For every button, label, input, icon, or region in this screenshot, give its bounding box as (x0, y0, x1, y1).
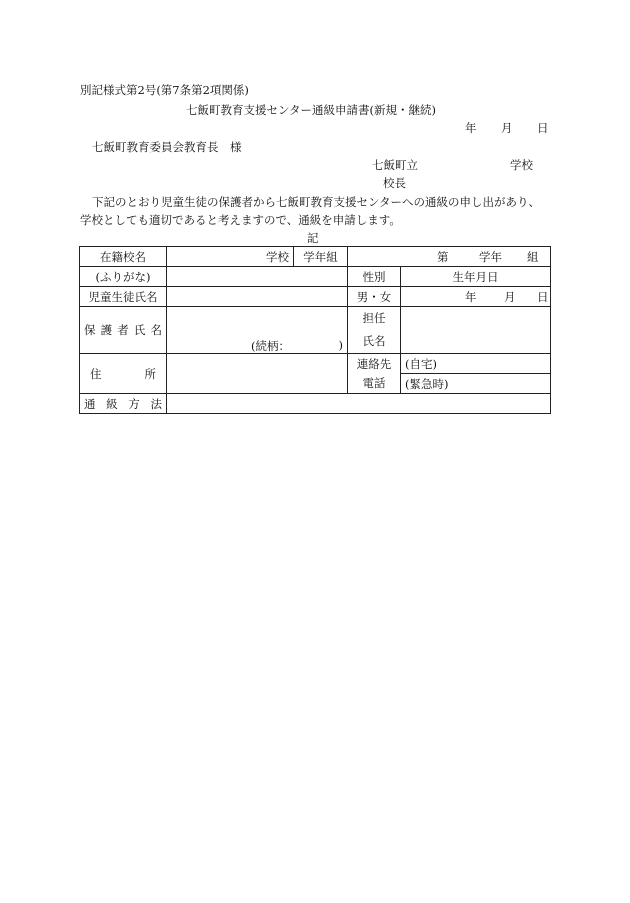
grade-nen: 学年 (479, 250, 502, 264)
relation-open: (続柄： (251, 338, 290, 353)
contact-emergency-field[interactable] (401, 374, 551, 394)
school-name-label: 在籍校名 (80, 247, 167, 267)
birthdate-field[interactable] (401, 287, 551, 307)
gender-value[interactable]: 男・女 (348, 287, 401, 307)
grade-dai: 第 (437, 250, 449, 264)
date-month-label: 月 (501, 121, 513, 135)
addressee: 七飯町教育委員会教育長 様 (92, 140, 242, 154)
ki-label: 記 (307, 231, 319, 245)
address-label: 住 所 (80, 354, 167, 394)
teacher-name-field[interactable] (401, 307, 551, 354)
method-label: 通 級 方 法 (80, 394, 167, 414)
birth-year-label: 年 (465, 290, 477, 304)
birth-month-label: 月 (504, 290, 516, 304)
form-number: 別記様式第2号(第7条第2項関係) (80, 83, 249, 97)
guardian-name-label: 保 護 者 氏 名 (80, 307, 167, 354)
birthdate-label: 生年月日 (401, 267, 551, 287)
table-row (80, 267, 551, 287)
table-row (80, 287, 551, 307)
guardian-name-field[interactable] (167, 307, 348, 354)
body-line-1: 下記のとおり児童生徒の保護者から七飯町教育支援センターへの通級の申し出があり、 (92, 195, 541, 209)
contact-home-field[interactable] (401, 354, 551, 374)
date-day-label: 日 (537, 121, 549, 135)
teacher-name-label: 担任 氏名 (348, 307, 401, 354)
date-year-label: 年 (465, 121, 477, 135)
school-prefix: 七飯町立 (372, 158, 418, 172)
method-field[interactable] (167, 394, 551, 414)
table-row (80, 247, 551, 267)
school-unit-label: 学校 (266, 249, 289, 264)
body-line-2: 学校としても適切であると考えますので、通級を申請します。 (80, 213, 401, 227)
contact-emergency-label: (緊急時) (405, 376, 449, 391)
form-title: 七飯町教育支援センター通級申請書(新規・継続) (186, 103, 437, 117)
principal-label: 校長 (383, 176, 406, 190)
table-row (80, 307, 551, 354)
grade-kumi: 組 (527, 250, 539, 264)
student-name-label: 児童生徒氏名 (80, 287, 167, 307)
application-table (79, 246, 551, 414)
gender-label: 性別 (348, 267, 401, 287)
grade-class-label: 学年組 (294, 247, 348, 267)
student-name-field[interactable] (167, 287, 348, 307)
contact-home-label: (自宅) (405, 356, 437, 371)
table-row (80, 354, 551, 374)
address-field[interactable] (167, 354, 348, 394)
table-row (80, 394, 551, 414)
contact-phone-label: 連絡先 電話 (348, 354, 401, 394)
furigana-field[interactable] (167, 267, 348, 287)
school-name-field[interactable] (167, 247, 294, 267)
furigana-label: (ふりがな) (80, 267, 167, 287)
grade-class-field[interactable] (348, 247, 551, 267)
school-suffix: 学校 (510, 158, 533, 172)
birth-day-label: 日 (537, 290, 549, 304)
relation-close: ) (338, 337, 343, 352)
